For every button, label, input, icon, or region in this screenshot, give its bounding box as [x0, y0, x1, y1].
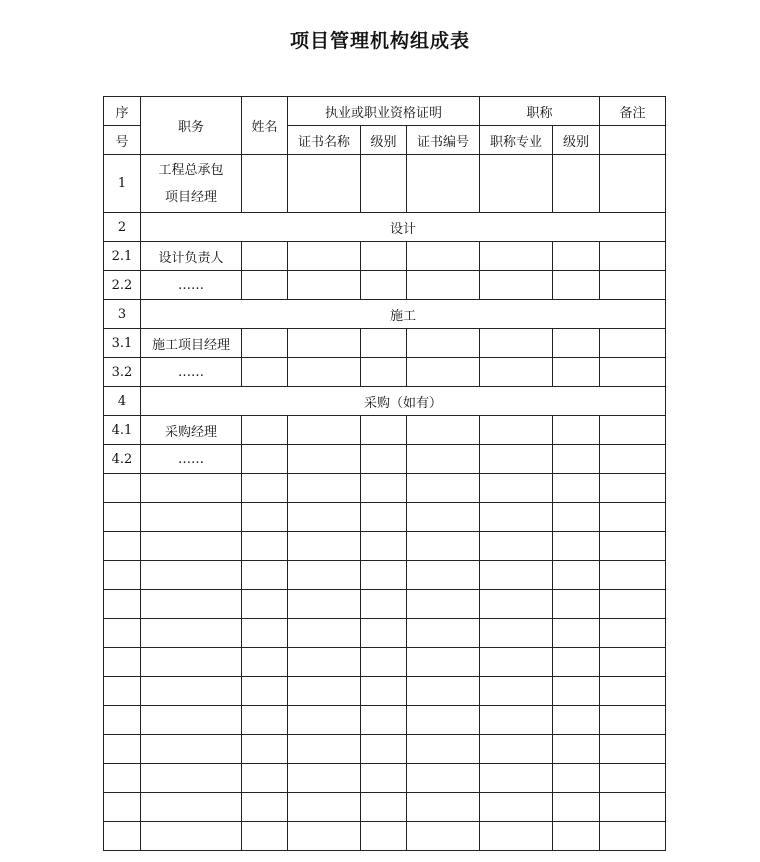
- blank-cell[interactable]: [288, 793, 361, 822]
- blank-cell[interactable]: [553, 648, 600, 677]
- blank-cell[interactable]: [242, 735, 288, 764]
- empty-row: [104, 706, 666, 735]
- role-cell: 设计负责人: [141, 242, 242, 271]
- blank-cell[interactable]: [553, 822, 600, 851]
- blank-cell[interactable]: [242, 648, 288, 677]
- blank-cell[interactable]: [480, 358, 553, 387]
- org-table: [103, 96, 666, 851]
- blank-cell[interactable]: [104, 764, 141, 793]
- seq-cell: 2.2: [104, 271, 141, 300]
- empty-row: [104, 822, 666, 851]
- blank-cell[interactable]: [242, 329, 288, 358]
- table-row: [104, 155, 666, 213]
- blank-cell[interactable]: [480, 793, 553, 822]
- blank-cell[interactable]: [480, 648, 553, 677]
- header-cert-name: 证书名称: [288, 126, 361, 155]
- blank-cell[interactable]: [480, 474, 553, 503]
- header-position: 职务: [141, 97, 242, 155]
- blank-cell[interactable]: [480, 590, 553, 619]
- role-line: 项目经理: [164, 189, 217, 205]
- role-cell: ……: [141, 358, 242, 387]
- blank-cell[interactable]: [480, 155, 553, 213]
- blank-cell[interactable]: [361, 532, 407, 561]
- blank-cell[interactable]: [407, 416, 480, 445]
- blank-cell[interactable]: [141, 590, 242, 619]
- blank-cell[interactable]: [288, 590, 361, 619]
- empty-row: [104, 532, 666, 561]
- blank-cell[interactable]: [407, 561, 480, 590]
- blank-cell[interactable]: [407, 735, 480, 764]
- blank-cell[interactable]: [480, 271, 553, 300]
- header-cert-no: 证书编号: [407, 126, 480, 155]
- blank-cell[interactable]: [553, 416, 600, 445]
- blank-cell[interactable]: [288, 677, 361, 706]
- blank-cell[interactable]: [104, 735, 141, 764]
- blank-cell[interactable]: [600, 822, 666, 851]
- blank-cell[interactable]: [288, 561, 361, 590]
- header-seq-bottom: 号: [104, 126, 141, 155]
- blank-cell[interactable]: [242, 619, 288, 648]
- blank-cell[interactable]: [407, 677, 480, 706]
- blank-cell[interactable]: [407, 764, 480, 793]
- role-cell: ……: [141, 271, 242, 300]
- blank-cell[interactable]: [407, 503, 480, 532]
- blank-cell[interactable]: [553, 793, 600, 822]
- blank-cell[interactable]: [288, 822, 361, 851]
- blank-cell[interactable]: [407, 532, 480, 561]
- blank-cell[interactable]: [600, 735, 666, 764]
- role-cell: ……: [141, 445, 242, 474]
- blank-cell[interactable]: [407, 619, 480, 648]
- blank-cell[interactable]: [361, 648, 407, 677]
- empty-row: [104, 590, 666, 619]
- blank-cell[interactable]: [553, 706, 600, 735]
- blank-cell[interactable]: [480, 706, 553, 735]
- blank-cell[interactable]: [141, 561, 242, 590]
- header-row-1: [104, 97, 666, 126]
- blank-cell[interactable]: [242, 764, 288, 793]
- blank-cell[interactable]: [600, 242, 666, 271]
- header-remarks-blank: [600, 126, 666, 155]
- blank-cell[interactable]: [104, 706, 141, 735]
- blank-cell[interactable]: [104, 822, 141, 851]
- empty-row: [104, 619, 666, 648]
- table-row: [104, 445, 666, 474]
- blank-cell[interactable]: [553, 677, 600, 706]
- blank-cell[interactable]: [407, 329, 480, 358]
- empty-row: [104, 735, 666, 764]
- blank-cell[interactable]: [600, 503, 666, 532]
- table-row: [104, 387, 666, 416]
- blank-cell[interactable]: [361, 358, 407, 387]
- blank-cell[interactable]: [242, 271, 288, 300]
- blank-cell[interactable]: [288, 445, 361, 474]
- seq-cell: 4.2: [104, 445, 141, 474]
- seq-cell: 1: [104, 155, 141, 213]
- blank-cell[interactable]: [361, 271, 407, 300]
- seq-cell: 2: [104, 213, 141, 242]
- blank-cell[interactable]: [361, 561, 407, 590]
- header-name: 姓名: [242, 97, 288, 155]
- blank-cell[interactable]: [242, 793, 288, 822]
- blank-cell[interactable]: [141, 648, 242, 677]
- blank-cell[interactable]: [480, 561, 553, 590]
- blank-cell[interactable]: [288, 271, 361, 300]
- role-cell: 施工项目经理: [141, 329, 242, 358]
- blank-cell[interactable]: [242, 677, 288, 706]
- blank-cell[interactable]: [600, 793, 666, 822]
- blank-cell[interactable]: [407, 155, 480, 213]
- blank-cell[interactable]: [480, 242, 553, 271]
- table-row: [104, 271, 666, 300]
- seq-cell: 3: [104, 300, 141, 329]
- blank-cell[interactable]: [141, 793, 242, 822]
- blank-cell[interactable]: [288, 329, 361, 358]
- blank-cell[interactable]: [104, 590, 141, 619]
- blank-cell[interactable]: [553, 735, 600, 764]
- empty-row: [104, 503, 666, 532]
- header-title-major: 职称专业: [480, 126, 553, 155]
- blank-cell[interactable]: [407, 358, 480, 387]
- blank-cell[interactable]: [242, 474, 288, 503]
- blank-cell[interactable]: [553, 561, 600, 590]
- blank-cell[interactable]: [361, 706, 407, 735]
- blank-cell[interactable]: [288, 155, 361, 213]
- blank-cell[interactable]: [242, 532, 288, 561]
- blank-cell[interactable]: [600, 532, 666, 561]
- blank-cell[interactable]: [553, 329, 600, 358]
- blank-cell[interactable]: [407, 590, 480, 619]
- blank-cell[interactable]: [553, 764, 600, 793]
- blank-cell[interactable]: [407, 242, 480, 271]
- blank-cell[interactable]: [104, 532, 141, 561]
- blank-cell[interactable]: [600, 271, 666, 300]
- blank-cell[interactable]: [480, 677, 553, 706]
- blank-cell[interactable]: [361, 677, 407, 706]
- blank-cell[interactable]: [600, 706, 666, 735]
- blank-cell[interactable]: [242, 590, 288, 619]
- blank-cell[interactable]: [361, 764, 407, 793]
- blank-cell[interactable]: [361, 619, 407, 648]
- header-level: 级别: [361, 126, 407, 155]
- blank-cell[interactable]: [288, 503, 361, 532]
- blank-cell[interactable]: [288, 764, 361, 793]
- blank-cell[interactable]: [600, 416, 666, 445]
- blank-cell[interactable]: [361, 155, 407, 213]
- blank-cell[interactable]: [480, 822, 553, 851]
- seq-cell: 4: [104, 387, 141, 416]
- blank-cell[interactable]: [361, 242, 407, 271]
- blank-cell[interactable]: [104, 648, 141, 677]
- blank-cell[interactable]: [288, 532, 361, 561]
- empty-row: [104, 677, 666, 706]
- blank-cell[interactable]: [361, 416, 407, 445]
- blank-cell[interactable]: [553, 445, 600, 474]
- blank-cell[interactable]: [288, 416, 361, 445]
- blank-cell[interactable]: [141, 764, 242, 793]
- blank-cell[interactable]: [288, 648, 361, 677]
- seq-cell: 3.1: [104, 329, 141, 358]
- blank-cell[interactable]: [553, 590, 600, 619]
- seq-cell: 2.1: [104, 242, 141, 271]
- table-row: [104, 242, 666, 271]
- blank-cell[interactable]: [361, 735, 407, 764]
- header-seq-top: 序: [104, 97, 141, 126]
- blank-cell[interactable]: [104, 474, 141, 503]
- empty-row: [104, 648, 666, 677]
- blank-cell[interactable]: [288, 358, 361, 387]
- blank-cell[interactable]: [553, 474, 600, 503]
- blank-cell[interactable]: [407, 474, 480, 503]
- blank-cell[interactable]: [104, 561, 141, 590]
- blank-cell[interactable]: [242, 155, 288, 213]
- table-row: [104, 416, 666, 445]
- blank-cell[interactable]: [600, 445, 666, 474]
- blank-cell[interactable]: [361, 329, 407, 358]
- table-row: [104, 213, 666, 242]
- blank-cell[interactable]: [141, 822, 242, 851]
- table-row: [104, 300, 666, 329]
- blank-cell[interactable]: [288, 242, 361, 271]
- blank-cell[interactable]: [288, 474, 361, 503]
- blank-cell[interactable]: [141, 706, 242, 735]
- blank-cell[interactable]: [407, 271, 480, 300]
- blank-cell[interactable]: [480, 764, 553, 793]
- blank-cell[interactable]: [600, 764, 666, 793]
- blank-cell[interactable]: [288, 735, 361, 764]
- blank-cell[interactable]: [242, 561, 288, 590]
- blank-cell[interactable]: [553, 155, 600, 213]
- blank-cell[interactable]: [242, 358, 288, 387]
- blank-cell[interactable]: [480, 445, 553, 474]
- empty-row: [104, 474, 666, 503]
- blank-cell[interactable]: [104, 793, 141, 822]
- blank-cell[interactable]: [480, 416, 553, 445]
- blank-cell[interactable]: [480, 532, 553, 561]
- empty-row: [104, 764, 666, 793]
- role-cell: [141, 155, 242, 213]
- blank-cell[interactable]: [600, 329, 666, 358]
- blank-cell[interactable]: [600, 155, 666, 213]
- header-remarks: 备注: [600, 97, 666, 126]
- blank-cell[interactable]: [480, 329, 553, 358]
- blank-cell[interactable]: [141, 677, 242, 706]
- blank-cell[interactable]: [361, 445, 407, 474]
- blank-cell[interactable]: [407, 822, 480, 851]
- blank-cell[interactable]: [104, 503, 141, 532]
- section-cell: 施工: [141, 300, 666, 329]
- blank-cell[interactable]: [480, 503, 553, 532]
- empty-row: [104, 561, 666, 590]
- blank-cell[interactable]: [361, 793, 407, 822]
- seq-cell: 3.2: [104, 358, 141, 387]
- blank-cell[interactable]: [242, 503, 288, 532]
- blank-cell[interactable]: [288, 619, 361, 648]
- blank-cell[interactable]: [553, 358, 600, 387]
- blank-cell[interactable]: [600, 358, 666, 387]
- blank-cell[interactable]: [242, 416, 288, 445]
- table-row: [104, 358, 666, 387]
- header-title-level: 级别: [553, 126, 600, 155]
- blank-cell[interactable]: [361, 503, 407, 532]
- blank-cell[interactable]: [553, 503, 600, 532]
- blank-cell[interactable]: [600, 561, 666, 590]
- blank-cell[interactable]: [600, 474, 666, 503]
- blank-cell[interactable]: [242, 822, 288, 851]
- blank-cell[interactable]: [480, 619, 553, 648]
- blank-cell[interactable]: [407, 445, 480, 474]
- blank-cell[interactable]: [361, 590, 407, 619]
- blank-cell[interactable]: [104, 677, 141, 706]
- blank-cell[interactable]: [242, 445, 288, 474]
- table-row: [104, 329, 666, 358]
- header-qualification: 执业或职业资格证明: [288, 97, 480, 126]
- empty-row: [104, 793, 666, 822]
- blank-cell[interactable]: [480, 735, 553, 764]
- blank-cell[interactable]: [141, 619, 242, 648]
- blank-cell[interactable]: [600, 677, 666, 706]
- role-cell: 采购经理: [141, 416, 242, 445]
- blank-cell[interactable]: [288, 706, 361, 735]
- blank-cell[interactable]: [407, 706, 480, 735]
- blank-cell[interactable]: [407, 793, 480, 822]
- blank-cell[interactable]: [141, 735, 242, 764]
- blank-cell[interactable]: [600, 590, 666, 619]
- blank-cell[interactable]: [361, 474, 407, 503]
- header-title-group: 职称: [480, 97, 600, 126]
- blank-cell[interactable]: [600, 619, 666, 648]
- section-cell: 设计: [141, 213, 666, 242]
- blank-cell[interactable]: [242, 706, 288, 735]
- blank-cell[interactable]: [141, 532, 242, 561]
- blank-cell[interactable]: [361, 822, 407, 851]
- blank-cell[interactable]: [104, 619, 141, 648]
- blank-cell[interactable]: [242, 242, 288, 271]
- blank-cell[interactable]: [553, 619, 600, 648]
- blank-cell[interactable]: [553, 242, 600, 271]
- blank-cell[interactable]: [407, 648, 480, 677]
- blank-cell[interactable]: [141, 474, 242, 503]
- page-title: 项目管理机构组成表: [289, 30, 470, 52]
- blank-cell[interactable]: [553, 532, 600, 561]
- role-line: 工程总承包: [158, 162, 224, 178]
- blank-cell[interactable]: [600, 648, 666, 677]
- section-cell: 采购（如有）: [141, 387, 666, 416]
- blank-cell[interactable]: [141, 503, 242, 532]
- seq-cell: 4.1: [104, 416, 141, 445]
- blank-cell[interactable]: [553, 271, 600, 300]
